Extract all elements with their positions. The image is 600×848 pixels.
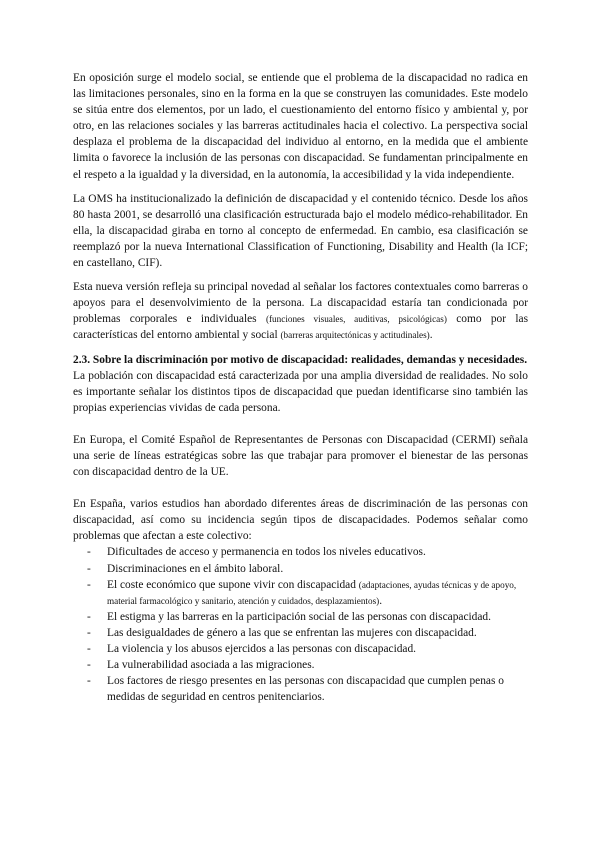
paragraph-social-model: En oposición surge el modelo social, se entiende que el problema de la discapacidad no radica en las limitaciones personales, sino en la forma en la que se construyen las comunidades. Este modelo se sitúa entre dos elementos, por un lado, el cuestionamiento del entorno físico y ambiental y, por otro, en las relaciones sociales y las barreras actitudinales hacia el colectivo. La perspectiva social desplaza el problema de la discapacidad del individuo al entorno, en la medida que el ambiente limita o favorece la inclusión de las personas con discapacidad. Se fundamentan principalmente en el respeto a la igualdad y la diversidad, en la autonomía, la accesibilidad y la vida independiente. <box>73 72 528 181</box>
document-page <box>73 70 528 705</box>
list-item <box>73 641 528 657</box>
list-item-text: Las desigualdades de género a las que se enfrentan las mujeres con discapacidad. <box>107 626 477 639</box>
dash-bullet: - <box>87 675 91 688</box>
list-item <box>73 625 528 641</box>
list-item-text: Los factores de riesgo presentes en las personas con discapacidad que cumplen penas o medidas de seguridad en centros penitenciarios. <box>107 675 504 704</box>
paragraph-note: (barreras arquitectónicas y actitudinales) <box>280 330 430 341</box>
list-item <box>73 673 528 705</box>
paragraph-spain: En España, varios estudios han abordado diferentes áreas de discriminación de las personas con discapacidad, así como su incidencia según tipos de discapacidades. Podemos señalar como problemas que afectan a este colectivo: <box>73 498 528 543</box>
list-item <box>73 609 528 625</box>
list-item <box>73 657 528 673</box>
list-item-text: . <box>379 594 383 607</box>
paragraph-population: La población con discapacidad está caracterizada por una amplia diversidad de realidades. No solo es importante señalar los distintos tipos de discapacidad que puedan identificarse sino también las propias experiencias vividas de cada persona. <box>73 369 528 414</box>
paragraph-oms: La OMS ha institucionalizado la definición de discapacidad y el contenido técnico. Desde los años 80 hasta 2001, se desarrolló una clasificación estructurada bajo el modelo médico-rehabilitador. En ella, la discapacidad giraba en torno al concepto de enfermedad. En cambio, esa clasificación se reemplazó por la nueva International Classification of Functioning, Disability and Health (la ICF; en castellano, CIF). <box>73 192 528 270</box>
paragraph-europe: En Europa, el Comité Español de Representantes de Personas con Discapacidad (CERMI) señala una serie de líneas estratégicas sobre las que trabajar para promover el bienestar de las personas con discapacidad dentro de la UE. <box>73 433 528 479</box>
paragraph-text: Esta nueva versión refleja su principal novedad al señalar los factores contextuales como barreras o apoyos para el desenvolvimiento de la persona. La discapacidad estaría tan condicionada por problemas corporales e individuales <box>73 281 528 326</box>
paragraph-note: (funciones visuales, auditivas, psicológicas) <box>265 314 447 325</box>
problems-list <box>73 544 528 705</box>
paragraph-text: como por las características del entorno ambiental y social <box>73 313 529 342</box>
dash-bullet: - <box>87 562 91 575</box>
paragraph-text: . <box>429 329 433 342</box>
section-heading: 2.3. Sobre la discriminación por motivo de discapacidad: realidades, demandas y necesidades. <box>73 353 528 366</box>
list-item-text: El coste económico que supone vivir con discapacidad <box>107 578 359 591</box>
list-item-text: Dificultades de acceso y permanencia en todos los niveles educativos. <box>107 546 426 559</box>
dash-bullet: - <box>87 626 91 639</box>
list-item-text: La violencia y los abusos ejercidos a las personas con discapacidad. <box>107 643 417 655</box>
list-item <box>73 544 528 560</box>
dash-bullet: - <box>87 643 91 655</box>
dash-bullet: - <box>87 659 91 672</box>
paragraph-new-version <box>73 279 528 343</box>
dash-bullet: - <box>87 610 91 623</box>
list-item-text: La vulnerabilidad asociada a las migraciones. <box>107 659 315 672</box>
list-item-text: El estigma y las barreras en la participación social de las personas con discapacidad. <box>107 610 491 623</box>
list-item <box>73 577 528 609</box>
list-item <box>73 561 528 577</box>
dash-bullet: - <box>87 578 91 591</box>
dash-bullet: - <box>87 546 91 559</box>
list-item-note: (adaptaciones, ayudas técnicas y de apoyo, material farmacológico y sanitario, atención y cuidados, desplazamientos) <box>107 579 517 606</box>
list-item-text: Discriminaciones en el ámbito laboral. <box>107 562 284 575</box>
